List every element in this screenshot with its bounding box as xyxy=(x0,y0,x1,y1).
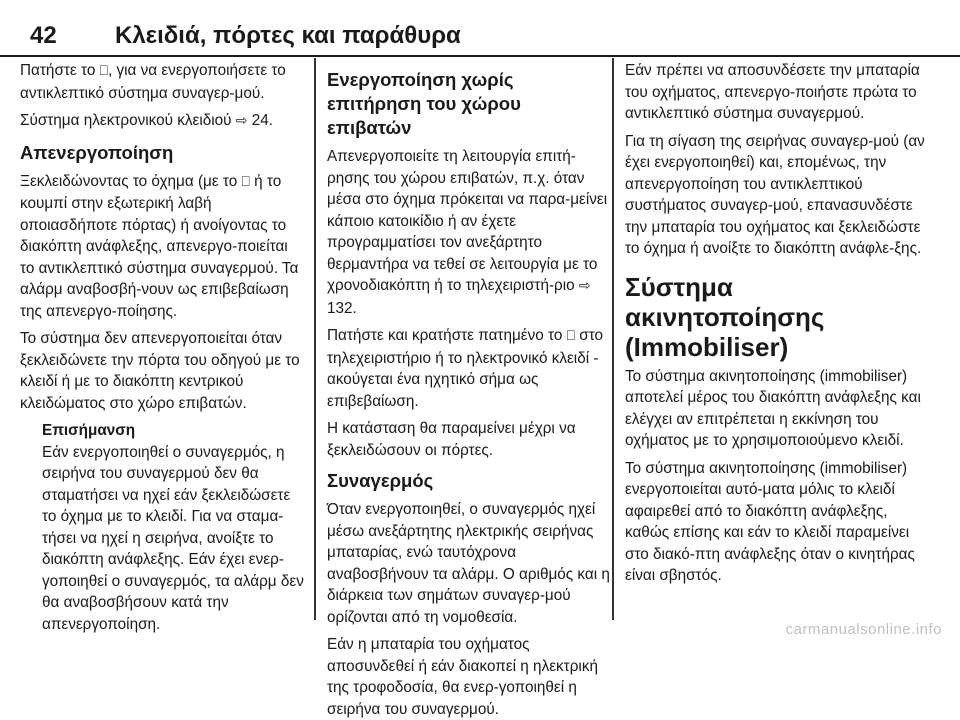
paragraph: Απενεργοποιείτε τη λειτουργία επιτή-ρησης του χώρου επιβατών, π.χ. όταν μέσα στο όχημα πρόκειται να παρα-μείνει κάποιο κατοικίδιο ή αν έχετε προγραμματίσει τον ανεξάρτητο θερμαντήρα να τεθεί σε λειτουργία με το χρονοδιακόπτη ή το τηλεχειριστή-ριο ⇨ 132. xyxy=(327,148,608,317)
paragraph: Η κατάσταση θα παραμείνει μέχρι να ξεκλειδώσουν οι πόρτες. xyxy=(327,420,576,459)
column-1 xyxy=(20,60,304,642)
paragraph: Εάν πρέπει να αποσυνδέσετε την μπαταρία του οχήματος, απενεργο-ποιήστε πρώτα το αντικλεπτικό σύστημα συναγερμού. xyxy=(625,62,920,122)
section-heading-deactivation: Απενεργοποίηση xyxy=(20,141,174,163)
column-3 xyxy=(625,60,935,642)
note-text: Εάν ενεργοποιηθεί ο συναγερμός, η σειρήνα του συναγερμού δεν θα σταματήσει να ηχεί εάν ξεκλειδώσετε το όχημα με το κλειδί. Για να σταμα-τήσει να ηχεί η σειρήνα, ανοίξτε το διακόπτη ανάφλεξης. Εάν έχει ενερ-γοποιηθεί ο συναγερμός, τα αλάρμ δεν θα αναβοσβήσουν κατά την απενεργοποίηση. xyxy=(42,443,304,633)
paragraph: Εάν η μπαταρία του οχήματος αποσυνδεθεί ή εάν διακοπεί η ηλεκτρική της τροφοδοσία, θα ενερ-γοποιηθεί η σειρήνα του συναγερμού. xyxy=(327,636,598,718)
unlock-icon: ⎕ xyxy=(241,173,250,190)
paragraph: Ξεκλειδώνοντας το όχημα (με το ⎕ ή το κουμπί στην εξωτερική λαβή οποιασδήποτε πόρτας) ή ανοίγοντας το διακόπτη ανάφλεξης, απενεργο-ποιείται το αντικλεπτικό σύστημα συναγερμού. Τα αλάρμ αναβοσβή-νουν ως επιβεβαίωση της απενεργο-ποίησης. xyxy=(20,172,299,320)
column-divider xyxy=(612,58,614,620)
page-title: Κλειδιά, πόρτες και παράθυρα xyxy=(115,22,461,49)
paragraph: Πατήστε το ⎕, για να ενεργοποιήσετε το αντικλεπτικό σύστημα συναγερ-μού. xyxy=(20,62,286,102)
paragraph: Για τη σίγαση της σειρήνας συναγερ-μού (αν έχει ενεργοποιηθεί) και, επομένως, την απενεργοποίηση του αντικλεπτικού συστήματος συναγερ-μού, επανασυνδέστε την μπαταρία του οχήματος και ξεκλειδώστε το όχημα ή ανοίξτε το διακόπτη ανάφλε-ξης. xyxy=(625,132,925,257)
page-reference-arrow-icon: ⇨ xyxy=(578,278,591,294)
page-reference-arrow-icon: ⇨ xyxy=(235,113,248,129)
lock-icon: ⎕ xyxy=(566,328,576,344)
page-number: 42 xyxy=(30,22,57,49)
note-title: Επισήμανση xyxy=(42,422,136,439)
paragraph: Το σύστημα ακινητοποίησης (immobiliser) αποτελεί μέρος του διακόπτη ανάφλεξης και ελέγχει αν επιτρέπεται η εκκίνηση του οχήματος με το χρησιμοποιούμενο κλειδί. xyxy=(625,367,921,449)
section-heading-alarm: Συναγερμός xyxy=(327,470,434,491)
watermark: carmanualsonline.info xyxy=(785,621,942,638)
paragraph: Πατήστε και κρατήστε πατημένο το ⎕ στο τηλεχειριστήριο ή το ηλεκτρονικό κλειδί - ακούγεται ένα ηχητικό σήμα ως επιβεβαίωση. xyxy=(327,327,604,410)
column-2 xyxy=(327,60,610,718)
paragraph: Σύστημα ηλεκτρονικού κλειδιού ⇨ 24. xyxy=(20,112,274,129)
page-header xyxy=(0,0,960,50)
note-box xyxy=(20,420,304,635)
page-reference-link[interactable]: 24. xyxy=(251,112,274,129)
page-reference-link[interactable]: 132. xyxy=(327,299,357,317)
section-heading-immobiliser: Σύστημα ακινητοποίησης (Immobiliser) xyxy=(625,271,825,362)
section-heading-no-cabin-monitoring: Ενεργοποίηση χωρίς επιτήρηση του χώρου επιβατών xyxy=(327,69,521,138)
column-divider xyxy=(314,58,316,620)
paragraph: Όταν ενεργοποιηθεί, ο συναγερμός ηχεί μέσω ανεξάρτητης ηλεκτρικής σειρήνας μπαταρίας, ενώ ταυτόχρονα αναβοσβήνουν τα αλάρμ. Ο αριθμός και η διάρκεια των σημάτων συναγερ-μού ορίζονται από τη νομοθεσία. xyxy=(327,501,610,626)
paragraph: Το σύστημα ακινητοποίησης (immobiliser) ενεργοποιείται αυτό-ματα μόλις το κλειδί αφαιρεθεί από το διακόπτη ανάφλεξης, καθώς επίσης και εάν το κλειδί παραμείνει στο διακό-πτη ανάφλεξης όταν ο κινητήρας είναι σβηστός. xyxy=(625,459,915,584)
lock-icon: ⎕ xyxy=(99,63,108,79)
paragraph: Το σύστημα δεν απενεργοποιείται όταν ξεκλειδώνετε την πόρτα του οδηγού με το κλειδί ή με το διακόπτη κεντρικού κλειδώματος στο χώρο επιβατών. xyxy=(20,330,300,412)
header-rule xyxy=(0,55,960,57)
